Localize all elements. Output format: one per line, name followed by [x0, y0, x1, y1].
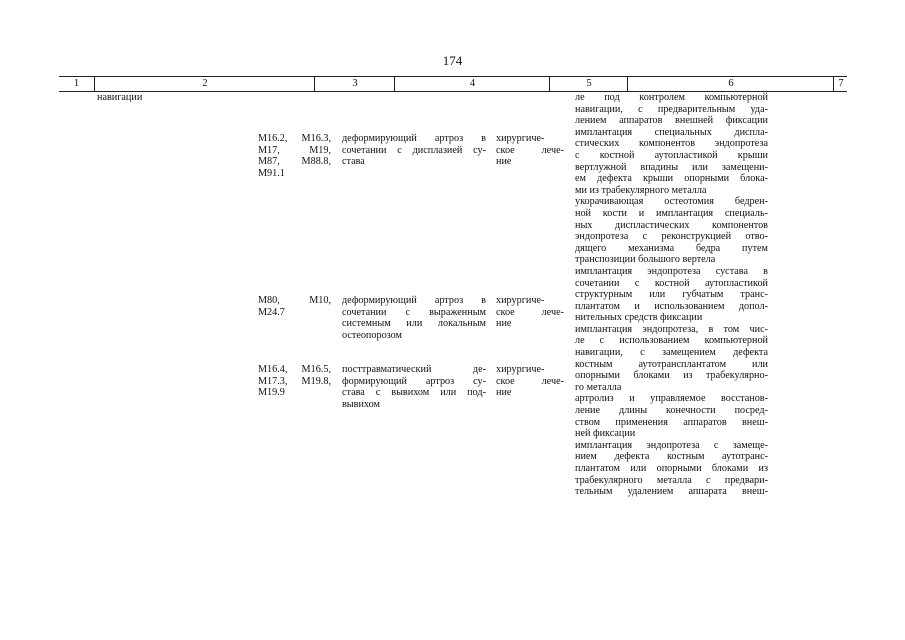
- treatment-line: ние: [496, 387, 512, 399]
- row3-treatment: [496, 364, 564, 399]
- method-line: ем дефекта крыши опорными блока-: [575, 173, 768, 185]
- code-line: M16.4, M16.5,: [258, 364, 331, 375]
- row1-codes: [258, 133, 331, 179]
- diagnosis-line: посттравматический де-: [342, 364, 486, 375]
- header-col-4: 4: [394, 77, 550, 91]
- row3-codes: [258, 364, 331, 399]
- page-number: 174: [442, 53, 463, 68]
- col2-line: навигации: [97, 92, 143, 103]
- treatment-line: ние: [496, 318, 512, 330]
- method-line: с костной аутопластикой крыши: [575, 149, 768, 161]
- method-line: стических компонентов эндопротеза: [575, 138, 768, 150]
- method-line: плантатом и использованием допол-: [575, 300, 768, 312]
- diagnosis-line: остеопорозом: [342, 329, 402, 341]
- method-line: ле под контролем компьютерной: [575, 92, 768, 103]
- table-header: [59, 76, 847, 92]
- code-line: M24.7: [258, 306, 285, 318]
- method-line: тельным удалением аппарата внеш-: [575, 486, 768, 498]
- diagnosis-line: системным или локальным: [342, 318, 486, 330]
- diagnosis-line: деформирующий артроз в: [342, 295, 486, 306]
- header-col-6: 6: [627, 77, 834, 91]
- method-line: лением аппаратов внешней фиксации: [575, 115, 768, 127]
- method-line: ней фиксации: [575, 428, 636, 440]
- method-line: структурным или губчатым транс-: [575, 289, 768, 301]
- method-line: ле с использованием компьютерной: [575, 335, 768, 347]
- header-col-3: 3: [314, 77, 395, 91]
- method-line: ной кости и имплантация специаль-: [575, 207, 768, 219]
- row2-codes: [258, 295, 331, 318]
- method-line: нием дефекта костным аутотранс-: [575, 451, 768, 463]
- row1-diagnosis: [342, 133, 486, 168]
- treatment-line: ское лече-: [496, 375, 564, 387]
- method-line: навигации, с замещением дефекта: [575, 347, 768, 359]
- diagnosis-line: деформирующий артроз в: [342, 133, 486, 144]
- diagnosis-line: вывихом: [342, 398, 380, 410]
- diagnosis-line: сочетании с дисплазией су-: [342, 144, 486, 156]
- method-line: укорачивающая остеотомия бедрен-: [575, 196, 768, 208]
- diagnosis-line: формирующий артроз су-: [342, 375, 486, 387]
- code-line: M17, M19,: [258, 144, 331, 156]
- method-line: имплантация эндопротеза сустава в: [575, 265, 768, 277]
- method-line: транспозиции большого вертела: [575, 254, 716, 266]
- method-line: сочетании с костной аутопластикой: [575, 277, 768, 289]
- diagnosis-line: става с вывихом или под-: [342, 387, 486, 399]
- header-col-2: 2: [94, 77, 315, 91]
- method-line: имплантация специальных диспла-: [575, 126, 768, 138]
- diagnosis-line: става: [342, 156, 365, 168]
- row3-diagnosis: [342, 364, 486, 410]
- method-line: вертлужной впадины или замещени-: [575, 161, 768, 173]
- method-line: го металла: [575, 381, 622, 393]
- code-line: M17.3, M19.8,: [258, 375, 331, 387]
- method-line: имплантация эндопротеза, в том чис-: [575, 323, 768, 335]
- method-line: эндопротеза с реконструкцией отво-: [575, 231, 768, 243]
- treatment-line: ское лече-: [496, 144, 564, 156]
- col6-methods: [575, 92, 768, 498]
- header-col-7: 7: [833, 77, 848, 91]
- code-line: M87, M88.8,: [258, 156, 331, 168]
- treatment-line: хирургиче-: [496, 133, 545, 144]
- method-line: навигации, с предварительным уда-: [575, 103, 768, 115]
- header-col-1: 1: [73, 78, 80, 89]
- treatment-line: ское лече-: [496, 306, 564, 318]
- method-line: ми из трабекулярного металла: [575, 184, 707, 196]
- code-line: M19.9: [258, 387, 285, 399]
- method-line: ных диспластических компонентов: [575, 219, 768, 231]
- method-line: нительных средств фиксации: [575, 312, 703, 324]
- method-line: дящего механизма бедра путем: [575, 242, 768, 254]
- method-line: трабекулярного металла с предвари-: [575, 474, 768, 486]
- row2-diagnosis: [342, 295, 486, 341]
- treatment-line: хирургиче-: [496, 364, 545, 375]
- method-line: артролиз и управляемое восстанов-: [575, 393, 768, 405]
- method-line: опорными блоками из трабекулярно-: [575, 370, 768, 382]
- treatment-line: ние: [496, 156, 512, 168]
- method-line: ством применения аппаратов внеш-: [575, 416, 768, 428]
- col2-text: [97, 92, 247, 104]
- method-line: плантатом или опорными блоками из: [575, 463, 768, 474]
- code-line: M80, M10,: [258, 295, 331, 306]
- treatment-line: хирургиче-: [496, 295, 545, 306]
- method-line: ление длины конечности посред-: [575, 405, 768, 417]
- code-line: M16.2, M16.3,: [258, 133, 331, 144]
- code-line: M91.1: [258, 167, 285, 179]
- diagnosis-line: сочетании с выраженным: [342, 306, 486, 318]
- row2-treatment: [496, 295, 564, 330]
- method-line: имплантация эндопротеза с замеще-: [575, 439, 768, 451]
- method-line: костным аутотрансплантатом или: [575, 358, 768, 370]
- row1-treatment: [496, 133, 564, 168]
- header-col-5: 5: [549, 77, 628, 91]
